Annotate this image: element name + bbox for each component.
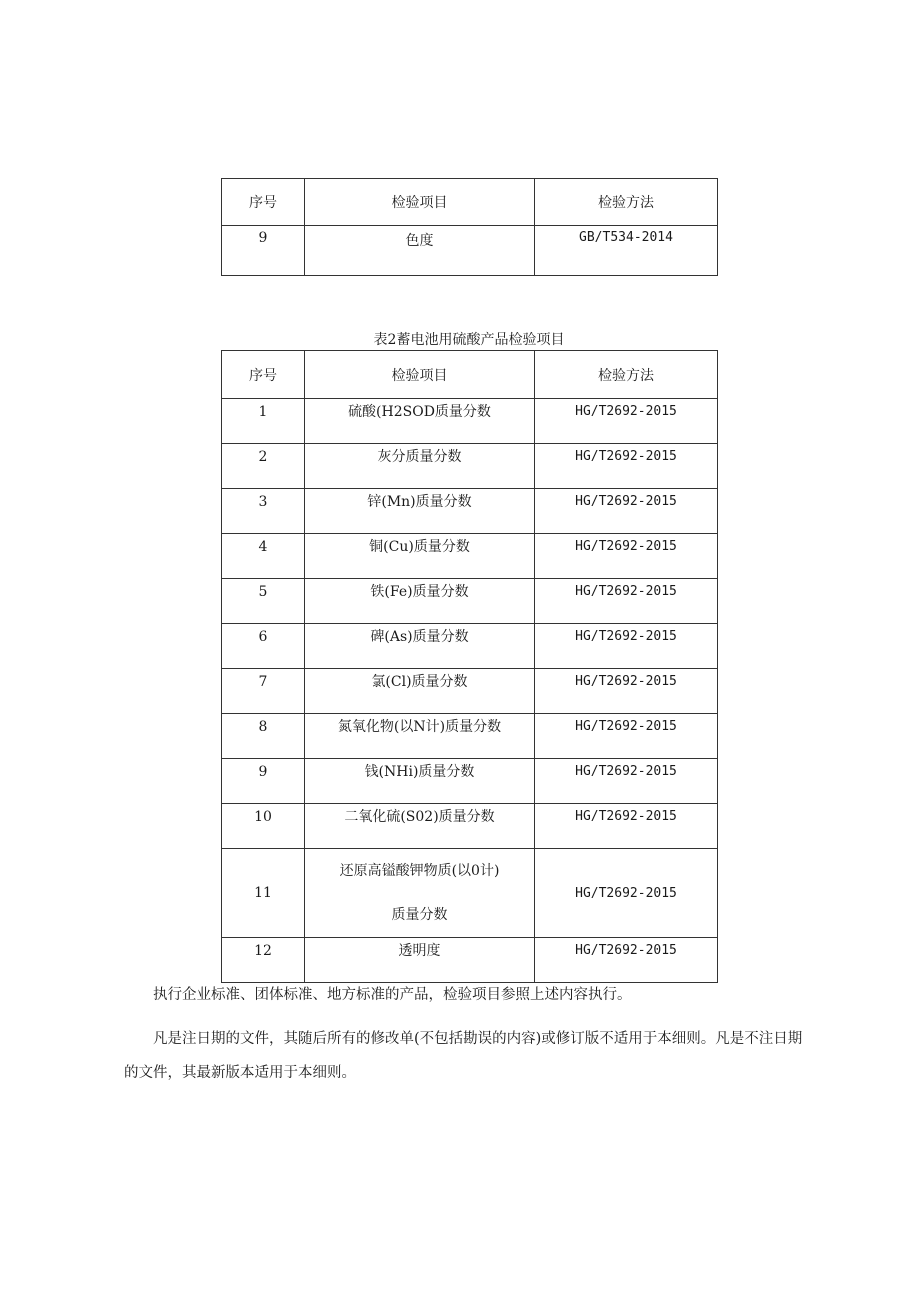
header-cell-method: 检验方法 <box>535 351 718 399</box>
table-row <box>222 759 718 804</box>
table-row <box>222 579 718 624</box>
table-row <box>222 444 718 489</box>
cell-method: HG/T2692-2015 <box>535 534 718 579</box>
cell-number: 3 <box>222 489 305 534</box>
header-cell-method: 检验方法 <box>535 179 718 226</box>
cell-item: 灰分质量分数 <box>305 444 535 489</box>
table-row <box>222 938 718 983</box>
cell-item: 透明度 <box>305 938 535 983</box>
table-row <box>222 489 718 534</box>
cell-number: 6 <box>222 624 305 669</box>
cell-item: 硫酸(H2SOD质量分数 <box>305 399 535 444</box>
cell-item: 铜(Cu)质量分数 <box>305 534 535 579</box>
cell-number: 4 <box>222 534 305 579</box>
battery-sulfuric-acid-inspection-table <box>221 350 718 983</box>
cell-method: HG/T2692-2015 <box>535 399 718 444</box>
cell-item: 二氧化硫(S02)质量分数 <box>305 804 535 849</box>
header-cell-number: 序号 <box>222 179 305 226</box>
body-paragraph: 凡是注日期的文件，其随后所有的修改单(不包括勘误的内容)或修订版不适用于本细则。凡是不注日期的文件，其最新版本适用于本细则。 <box>124 1031 803 1081</box>
cell-method: HG/T2692-2015 <box>535 938 718 983</box>
cell-item: 铁(Fe)质量分数 <box>305 579 535 624</box>
cell-method: HG/T2692-2015 <box>535 714 718 759</box>
cell-number: 5 <box>222 579 305 624</box>
cell-method: HG/T2692-2015 <box>535 489 718 534</box>
cell-number: 12 <box>222 938 305 983</box>
cell-method: HG/T2692-2015 <box>535 849 718 938</box>
cell-number: 8 <box>222 714 305 759</box>
table-row <box>222 624 718 669</box>
body-paragraph: 执行企业标准、团体标准、地方标准的产品，检验项目参照上述内容执行。 <box>153 987 632 1003</box>
cell-number: 1 <box>222 399 305 444</box>
table-row <box>222 226 718 276</box>
table-caption: 表2蓄电池用硫酸产品检验项目 <box>373 332 565 348</box>
table-row <box>222 534 718 579</box>
cell-item-line2: 质量分数 <box>391 907 448 923</box>
cell-method: HG/T2692-2015 <box>535 579 718 624</box>
cell-item <box>305 849 535 938</box>
table-row <box>222 804 718 849</box>
cell-item-line1: 还原高镒酸钾物质(以0计) <box>339 863 500 879</box>
cell-item: 钱(NHi)质量分数 <box>305 759 535 804</box>
cell-method: HG/T2692-2015 <box>535 624 718 669</box>
cell-item: 碑(As)质量分数 <box>305 624 535 669</box>
header-cell-item: 检验项目 <box>305 351 535 399</box>
table-row <box>222 399 718 444</box>
cell-number: 11 <box>222 849 305 938</box>
cell-number: 7 <box>222 669 305 714</box>
cell-number: 2 <box>222 444 305 489</box>
table-row <box>222 714 718 759</box>
inspection-table-continued <box>221 178 718 276</box>
table-header-row <box>222 179 718 226</box>
cell-method: HG/T2692-2015 <box>535 804 718 849</box>
cell-method: GB/T534-2014 <box>535 226 718 276</box>
header-cell-number: 序号 <box>222 351 305 399</box>
cell-method: HG/T2692-2015 <box>535 759 718 804</box>
cell-number: 10 <box>222 804 305 849</box>
header-cell-item: 检验项目 <box>305 179 535 226</box>
cell-method: HG/T2692-2015 <box>535 669 718 714</box>
cell-item: 色度 <box>305 226 535 276</box>
cell-item: 锌(Mn)质量分数 <box>305 489 535 534</box>
table-row <box>222 849 718 938</box>
table-header-row <box>222 351 718 399</box>
cell-item: 氯(Cl)质量分数 <box>305 669 535 714</box>
table-row <box>222 669 718 714</box>
cell-number: 9 <box>222 759 305 804</box>
cell-item: 氮氧化物(以N计)质量分数 <box>305 714 535 759</box>
cell-method: HG/T2692-2015 <box>535 444 718 489</box>
cell-number: 9 <box>222 226 305 276</box>
